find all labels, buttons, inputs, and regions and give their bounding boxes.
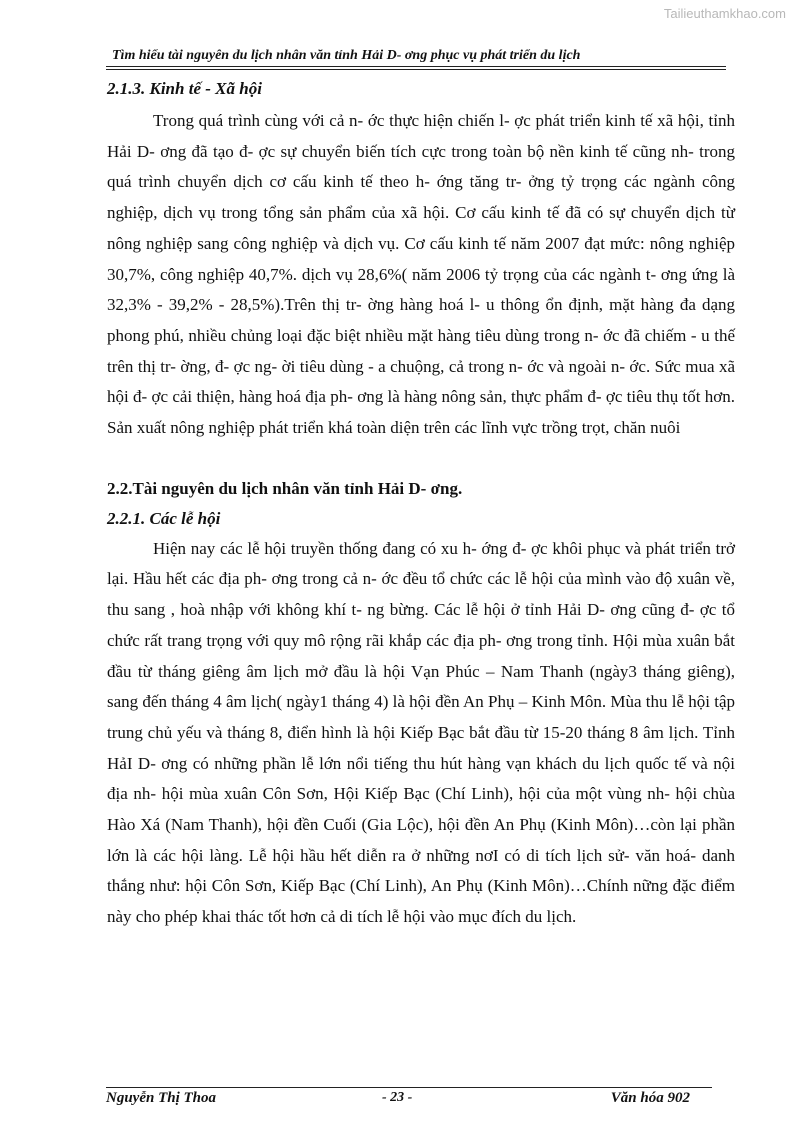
running-header-title: Tìm hiểu tài nguyên du lịch nhân văn tỉnh Hải D- ơng phục vụ phát triển du lịch	[112, 48, 581, 63]
section-heading-2-1-3: 2.1.3. Kinh tế - Xã hội	[107, 79, 262, 98]
page-footer	[106, 1090, 712, 1112]
watermark: Tailieuthamkhao.com	[663, 6, 786, 21]
footer-divider	[106, 1087, 712, 1088]
footer-author: Nguyễn Thị Thoa	[106, 1090, 217, 1106]
section-heading-2-2: 2.2.Tài nguyên du lịch nhân văn tỉnh Hải D- ơng.	[107, 478, 463, 498]
header-divider-thin	[106, 69, 726, 70]
footer-course: Văn hóa 902	[610, 1090, 690, 1106]
paragraph-festivals: Hiện nay các lễ hội truyền thống đang có xu h- ớng đ- ợc khôi phục và phát triển trở lại. Hầu hết các địa ph- ơng trong cả n- ớc đều tổ chức các lễ hội của mình vào độ xuân về, thu sang , hoà nhập với không khí t- ng bừng. Các lễ hội ở tỉnh Hải D- ơng cũng đ- ợc tổ chức rất trang trọng với quy mô rộng rãi khắp các địa ph- ơng trong tỉnh. Hội mùa xuân bắt đầu từ tháng giêng âm lịch mở đầu là hội Vạn Phúc – Nam Thanh (ngày3 tháng giêng), sang đến tháng 4 âm lịch( ngày1 tháng 4) là hội đền An Phụ – Kinh Môn. Mùa thu lễ hội tập trung chủ yếu và tháng 8, điển hình là hội Kiếp Bạc bắt đầu từ 15-20 tháng 8 âm lịch. Tỉnh HảI D- ơng có những phần lễ lớn nổi tiếng thu hút hàng vạn khách du lịch quốc tế và nội địa nh- hội mùa xuân Côn Sơn, Hội Kiếp Bạc (Chí Linh), hội của một vùng nh- hội chùa Hào Xá (Nam Thanh), hội đền Cuối (Gia Lộc), hội đền An Phụ (Kinh Môn)…còn lại phần lớn là các hội làng. Lễ hội hầu hết diễn ra ở những nơI có di tích lịch sử- văn hoá- danh thắng như: hội Côn Sơn, Kiếp Bạc (Chí Linh), An Phụ (Kinh Môn)…Chính nững đặc điểm này cho phép khai thác tốt hơn cả di tích lễ hội vào mục đích du lịch.	[107, 538, 735, 927]
page-body	[107, 74, 735, 933]
header-divider	[106, 66, 726, 67]
page-number: - 23 -	[382, 1090, 413, 1105]
section-heading-2-2-1: 2.2.1. Các lễ hội	[107, 508, 221, 528]
paragraph-economy: Trong quá trình cùng với cả n- ớc thực hiện chiến l- ợc phát triển kinh tế xã hội, tỉnh Hải D- ơng đã tạo đ- ợc sự chuyển biến tích cực trong toàn bộ nền kinh tế cũng nh- trong quá trình chuyển dịch cơ cấu kinh tế theo h- ớng tăng tr- ởng tỷ trọng các ngành công nghiệp, dịch vụ trong tổng sản phẩm của xã hội. Cơ cấu kinh tế đã có sự chuyển dịch từ nông nghiệp sang công nghiệp và dịch vụ. Cơ cấu kinh tế năm 2007 đạt mức: nông nghiệp 30,7%, công nghiệp 40,7%. dịch vụ 28,6%( năm 2006 tỷ trọng của các ngành t- ơng ứng là 32,3% - 39,2% - 28,5%).Trên thị tr- ờng hàng hoá l- u thông ổn định, mặt hàng đa dạng phong phú, nhiều chủng loại đặc biệt nhiều mặt hàng tiêu dùng trong n- ớc đã chiếm - u thế trên thị tr- ờng, đ- ợc ng- ời tiêu dùng - a chuộng, cả trong n- ớc và ngoài n- ớc. Sức mua xã hội đ- ợc cải thiện, hàng hoá địa ph- ơng là hàng nông sản, thực phẩm đ- ợc tiêu thụ tốt hơn. Sản xuất nông nghiệp phát triển khá toàn diện trên các lĩnh vực trồng trọt, chăn nuôi	[107, 111, 735, 438]
